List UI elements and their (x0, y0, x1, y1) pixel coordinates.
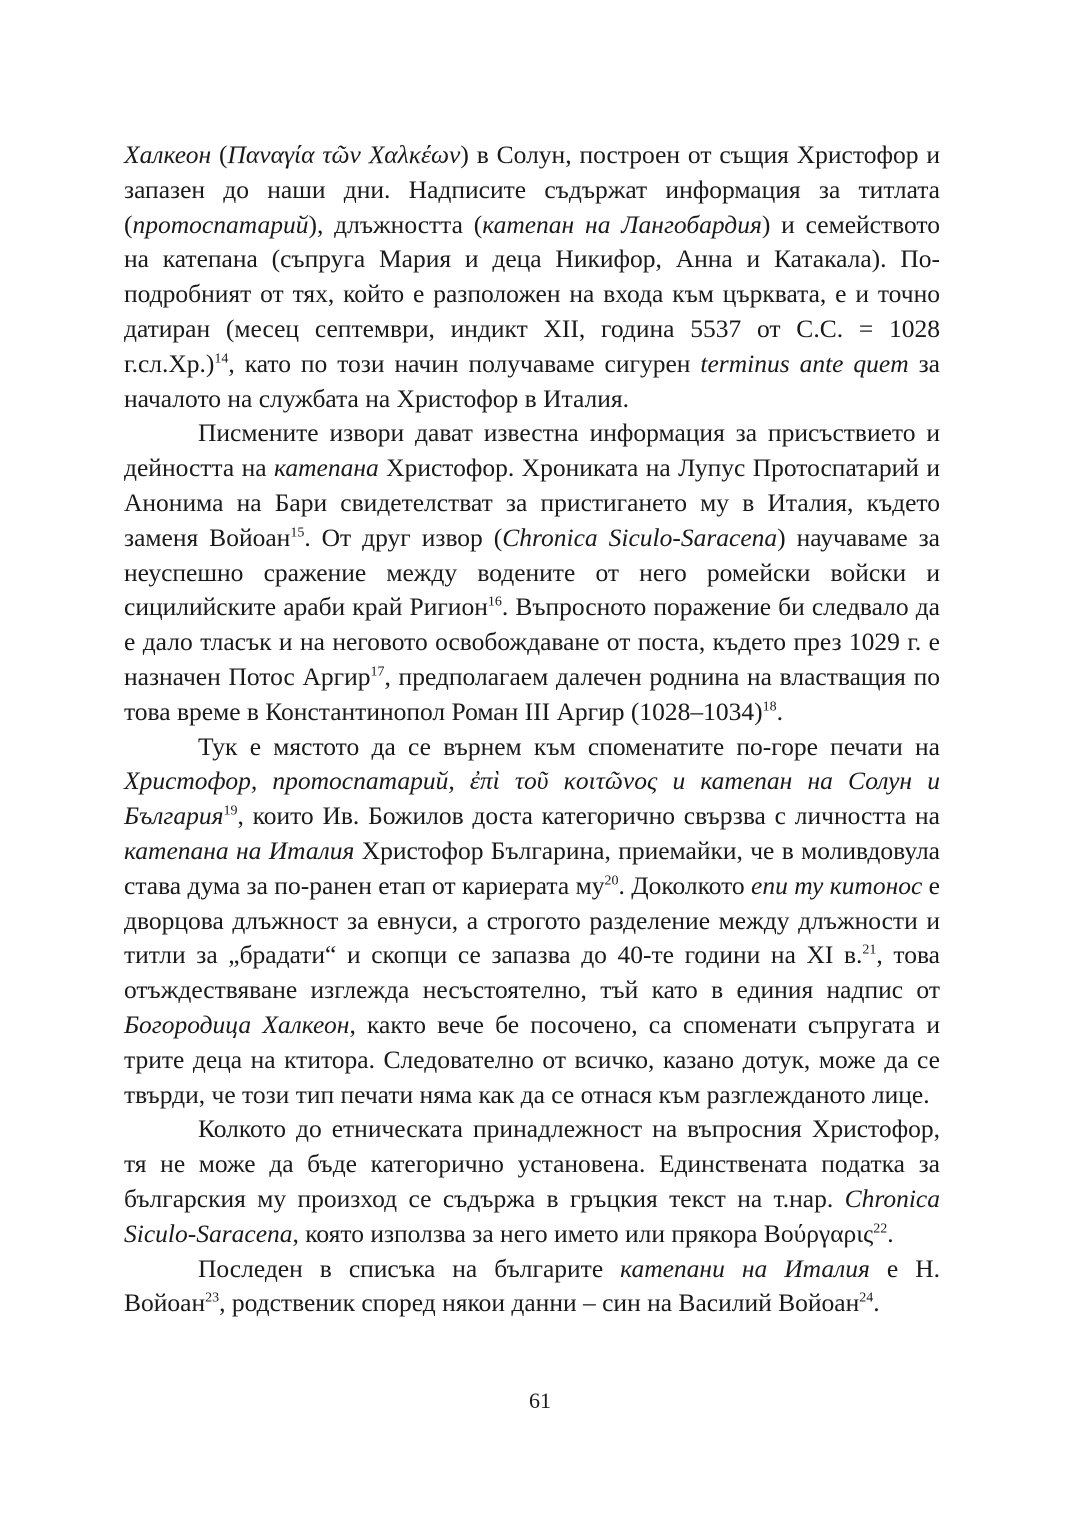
text-run: ( (211, 140, 228, 169)
footnote-ref: 16 (487, 594, 502, 610)
text-run: , както вече бе посочено, са споменати съпругата и трите деца на ктитора. Следователно от всичко, казано дотук, може да се твърди, че този тип печати няма как да се отнася към разглежданото лице. (124, 1009, 940, 1109)
italic-text: катепана (274, 453, 379, 483)
text-run: , предполагаем далечен роднина на властващия по това време в Константинопол Роман III Аргир (1028–1034) (124, 661, 940, 726)
footnote-ref: 24 (859, 1290, 874, 1306)
text-run: за началото на службата на Христофор в Италия. (124, 348, 941, 413)
paragraph (124, 730, 940, 1113)
text-run: Последен в списъка на българите (198, 1253, 621, 1283)
page-number: 61 (529, 1388, 551, 1413)
footnote-ref: 23 (205, 1290, 220, 1306)
text-run: ) научаваме за неуспешно сражение между водените от него ромейски войски и сицилийските араби край Ригион (124, 522, 940, 622)
italic-text: Халкеон (124, 140, 212, 169)
text-run: , която използва за него името или прякора Βούργαρις (292, 1218, 874, 1248)
footnote-ref: 17 (370, 664, 385, 680)
footnote-ref: 15 (290, 525, 305, 541)
italic-text: катепан на Лангобардия (482, 209, 762, 239)
text-run: Писмените извори дават известна информация за присъствието и дейността на (124, 418, 940, 483)
text-run: , които Ив. Божилов доста категорично свързва с личността на (237, 801, 940, 831)
text-run: Христофор. Хрониката на Лупус Протоспатарий и Анонима на Бари свидетелстват за пристигането му в Италия, където заменя Войоан (124, 453, 940, 552)
paragraph (124, 1112, 940, 1251)
italic-text: катепани на Италия (620, 1253, 870, 1283)
italic-text: епи ту китонос (751, 870, 923, 900)
text-run: ), длъжността ( (308, 209, 483, 239)
footnote-ref: 19 (223, 803, 238, 819)
italic-text: Христофор, протоспатарий, ἐπὶ τοῦ κοιτῶνος и катепан на Солун и България (124, 766, 940, 831)
text-run: Тук е мястото да се върнем към споменатите по-горе печати на (198, 731, 940, 761)
document-body (124, 138, 940, 1321)
italic-text: Chronica Siculo-Saracena (502, 522, 778, 552)
text-run: , това отъждествяване изглежда несъстоятелно, тъй като в единия надпис от (124, 940, 940, 1005)
text-run: ) в Солун, построен от същия Христофор и запазен до наши дни. Надписите съдържат информация за титлата ( (124, 140, 940, 239)
text-run: . От друг извор ( (304, 522, 503, 552)
text-run: е Н. Войоан (124, 1253, 941, 1318)
text-run: . Доколкото (618, 870, 752, 900)
paragraph (124, 138, 940, 416)
text-run: , родственик според някои данни – син на Василий Войоан (219, 1288, 860, 1318)
footnote-ref: 22 (873, 1221, 888, 1237)
text-run: Христофор Българина, приемайки, че в моливдовула става дума за по-ранен етап от кариерата му (124, 835, 940, 900)
italic-text: Chronica Siculo-Saracena (124, 1183, 940, 1248)
text-run: . (873, 1288, 880, 1318)
italic-text: катепана на Италия (124, 835, 355, 865)
footnote-ref: 21 (862, 942, 877, 958)
italic-text: протоспатарий (132, 209, 309, 239)
paragraph (124, 416, 940, 729)
text-run: . Въпросното поражение би следвало да е дало тласък и на неговото освобождаване от поста, където през 1029 г. е назначен Потос Аргир (124, 592, 940, 691)
text-run: . (887, 1218, 894, 1248)
italic-text: Богородица Халкеон (124, 1009, 350, 1039)
paragraph (124, 1252, 940, 1322)
footnote-ref: 14 (214, 351, 229, 367)
footnote-ref: 18 (762, 699, 777, 715)
text-run: , като по този начин получаваме сигурен (228, 348, 701, 378)
text-run: ) и семейството на катепана (съпруга Мария и деца Никифор, Анна и Катакала). По-подробният от тях, който е разположен на входа към църквата, е и точно датиран (месец септември, индикт XII, година 5537 от С.С. = 1028 г.сл.Хр.) (124, 209, 940, 378)
footnote-ref: 20 (604, 873, 619, 889)
italic-text: Παναγία τῶν Χαλκέων (227, 140, 461, 169)
text-run: Колкото до етническата принадлежност на въпросния Христофор, тя не може да бъде категорично установена. Единствената податка за българския му произход се съдържа в гръцкия текст на т.нар. (124, 1114, 940, 1213)
text-run: . (776, 696, 783, 726)
text-run: е дворцова длъжност за евнуси, а строгото разделение между длъжности и титли за „брадати“ и скопци се запазва до 40-те години на XI в. (124, 870, 940, 970)
italic-text: terminus ante quem (700, 348, 909, 378)
